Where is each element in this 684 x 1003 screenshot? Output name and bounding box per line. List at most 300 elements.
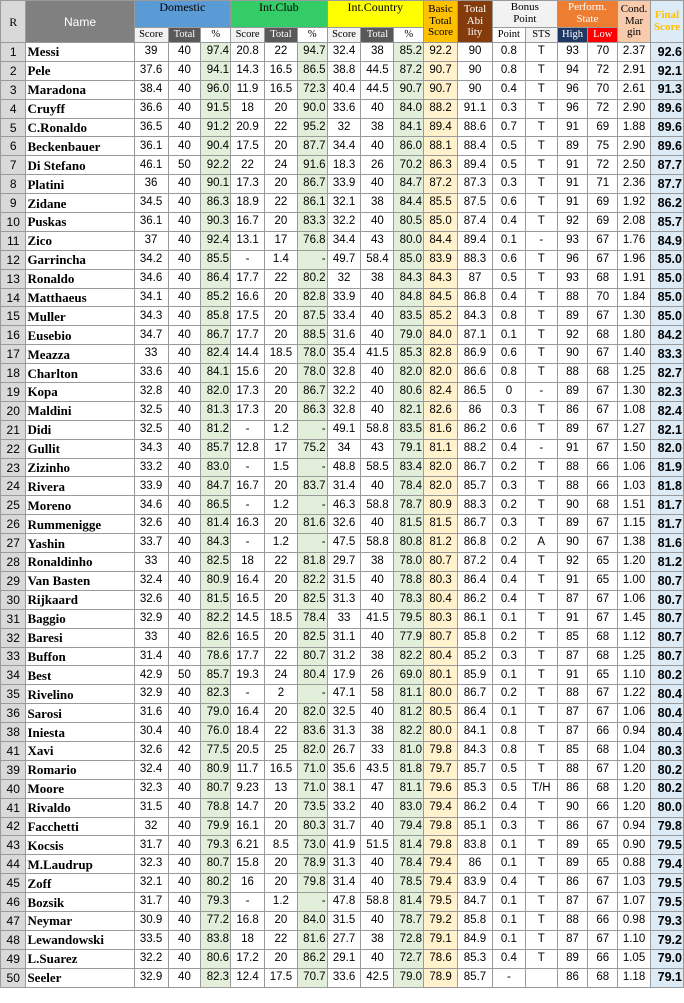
perform-low-cell: 66 [588,723,618,742]
basic-total-score-cell: 79.4 [424,855,458,874]
country-score-cell: 35.4 [327,345,361,364]
table-row [1,836,684,855]
club-score-cell: - [231,534,265,553]
club-total-cell: 22 [265,553,298,572]
basic-total-score-cell: 88.2 [424,99,458,118]
domestic-score-cell: 31.5 [134,798,168,817]
country-pct-cell: 78.5 [394,874,424,893]
country-pct-cell: 82.0 [394,364,424,383]
total-ability-cell: 86.7 [457,685,492,704]
country-pct-cell: 83.0 [394,798,424,817]
table-row [1,741,684,760]
bonus-sts-cell: T [525,515,557,534]
domestic-pct-cell: 91.5 [201,99,231,118]
player-name-cell: Beckenbauer [26,137,134,156]
player-name-cell: Iniesta [26,723,134,742]
player-name-cell: Cruyff [26,99,134,118]
final-score-cell: 82.1 [650,420,683,439]
basic-total-score-cell: 85.2 [424,307,458,326]
domestic-score-cell: 33 [134,345,168,364]
domestic-total-cell: 50 [168,666,201,685]
country-total-cell: 41.5 [361,345,394,364]
bonus-sts-cell: T [525,647,557,666]
domestic-total-cell: 40 [168,364,201,383]
final-score-cell: 85.0 [650,288,683,307]
table-row [1,345,684,364]
club-pct-cell: 90.0 [297,99,327,118]
domestic-score-cell: 34.1 [134,288,168,307]
cond-margin-cell: 1.20 [618,779,651,798]
club-pct-cell: 82.0 [297,704,327,723]
country-score-cell: 32.6 [327,515,361,534]
domestic-score-cell: 32.6 [134,515,168,534]
country-score-cell: 32.4 [327,43,361,62]
club-pct-cell: 86.7 [297,383,327,402]
country-pct-cell: 78.7 [394,911,424,930]
domestic-total-cell: 40 [168,80,201,99]
domestic-score-cell: 36.6 [134,99,168,118]
bonus-point-cell: 0.8 [492,741,525,760]
club-score-cell: - [231,250,265,269]
cond-margin-cell: 2.37 [618,43,651,62]
club-total-cell: 20 [265,817,298,836]
table-row [1,80,684,99]
rank-cell: 47 [1,911,26,930]
domestic-pct-cell: 82.5 [201,553,231,572]
domestic-pct-cell: 80.2 [201,874,231,893]
country-score-cell: 34.4 [327,137,361,156]
rank-cell: 48 [1,930,26,949]
rank-cell: 36 [1,704,26,723]
club-pct-cell: - [297,893,327,912]
country-score-cell: 31.1 [327,628,361,647]
domestic-total-cell: 40 [168,571,201,590]
rank-cell: 21 [1,420,26,439]
domestic-total-cell: 40 [168,326,201,345]
club-score-cell: 17.2 [231,949,265,968]
domestic-pct-cell: 81.2 [201,420,231,439]
bonus-point-cell: 0.2 [492,458,525,477]
total-ability-cell: 89.4 [457,156,492,175]
table-body [1,43,684,988]
basic-header-line-2: Total [429,14,452,27]
country-score-cell: 33.9 [327,288,361,307]
club-pct-cell: 88.5 [297,326,327,345]
bonus-point-cell: 0.3 [492,477,525,496]
country-pct-cell: 81.1 [394,685,424,704]
domestic-pct-cell: 77.2 [201,911,231,930]
club-pct-cell: - [297,250,327,269]
perform-header-line-2: State [576,13,599,25]
final-score-cell: 79.2 [650,930,683,949]
club-score-cell: 16.1 [231,817,265,836]
domestic-pct-cell: 80.9 [201,571,231,590]
cond-margin-cell: 1.03 [618,874,651,893]
bonus-sts-cell: T [525,628,557,647]
rank-cell: 7 [1,156,26,175]
basic-total-score-cell: 89.4 [424,118,458,137]
perform-high-cell: 88 [557,685,588,704]
cond-margin-cell: 1.03 [618,477,651,496]
country-total-cell: 43.5 [361,760,394,779]
country-pct-cell: 85.2 [394,43,424,62]
final-score-cell: 82.4 [650,401,683,420]
club-total-cell: 20 [265,911,298,930]
club-pct-cell: 78.0 [297,345,327,364]
perform-high-cell: 89 [557,383,588,402]
total-ability-cell: 85.8 [457,911,492,930]
club-score-cell: - [231,685,265,704]
domestic-pct-cell: 96.0 [201,80,231,99]
domestic-total-cell: 40 [168,61,201,80]
bonus-sts-cell: T [525,345,557,364]
club-score-cell: 11.7 [231,760,265,779]
final-score-cell: 79.4 [650,855,683,874]
club-pct-cell: 86.7 [297,175,327,194]
perform-low-cell: 66 [588,477,618,496]
table-row [1,118,684,137]
club-score-cell: 16.4 [231,571,265,590]
domestic-total-cell: 40 [168,345,201,364]
domestic-total-cell: 40 [168,477,201,496]
table-row [1,534,684,553]
club-pct-cell: 72.3 [297,80,327,99]
basic-total-score-cell: 82.6 [424,401,458,420]
perform-high-cell: 87 [557,590,588,609]
domestic-score-cell: 32.4 [134,760,168,779]
perform-high-cell: 90 [557,798,588,817]
country-score-cell: 35.6 [327,760,361,779]
bonus-point-cell: 0.6 [492,420,525,439]
club-total-cell: 2 [265,685,298,704]
cond-margin-cell: 1.00 [618,571,651,590]
country-total-cell: 58.8 [361,893,394,912]
domestic-score-cell: 36.5 [134,118,168,137]
domestic-total-cell: 40 [168,194,201,213]
basic-total-score-cell: 80.0 [424,685,458,704]
domestic-pct-cell: 82.3 [201,968,231,987]
country-score-cell: 31.6 [327,326,361,345]
country-total-cell: 40 [361,383,394,402]
final-header-line-2: Score [653,20,681,33]
player-name-cell: Messi [26,43,134,62]
country-total-cell: 38 [361,723,394,742]
basic-total-score-cell: 80.0 [424,723,458,742]
rank-cell: 23 [1,458,26,477]
country-total-cell: 40 [361,401,394,420]
perform-high-cell: 92 [557,326,588,345]
total-ability-cell: 87 [457,269,492,288]
country-total-cell: 43 [361,231,394,250]
perform-high-cell: 94 [557,61,588,80]
country-score-cell: 31.3 [327,723,361,742]
perform-low-cell: 72 [588,61,618,80]
cond-margin-cell: 1.20 [618,553,651,572]
rank-cell: 27 [1,534,26,553]
perform-high-cell: 93 [557,269,588,288]
country-total-cell: 38 [361,118,394,137]
bonus-sts-cell: T [525,43,557,62]
total-ability-cell: 85.1 [457,817,492,836]
bonus-header-line-1: Bonus [510,1,539,14]
club-total-cell: 17.5 [265,968,298,987]
basic-header-line-3: Score [428,26,454,39]
final-score-cell: 85.0 [650,307,683,326]
domestic-pct-cell: 80.7 [201,855,231,874]
club-total-cell: 20 [265,175,298,194]
table-row [1,685,684,704]
domestic-score-subheader: Score [134,28,168,43]
country-pct-cell: 77.9 [394,628,424,647]
club-score-subheader: Score [231,28,265,43]
table-row [1,288,684,307]
int-club-header: Int.Club [231,1,327,28]
country-pct-cell: 81.8 [394,760,424,779]
domestic-score-cell: 32.9 [134,609,168,628]
bonus-point-cell: 0.2 [492,628,525,647]
club-pct-cell: 84.0 [297,911,327,930]
country-pct-cell: 80.8 [394,534,424,553]
bonus-point-cell: 0.5 [492,269,525,288]
domestic-pct-cell: 82.2 [201,609,231,628]
club-score-cell: 11.9 [231,80,265,99]
rank-cell: 3 [1,80,26,99]
perform-low-cell: 71 [588,175,618,194]
player-name-cell: Platini [26,175,134,194]
bonus-point-cell: 0.3 [492,401,525,420]
player-name-cell: Rijkaard [26,590,134,609]
basic-total-score-cell: 80.3 [424,609,458,628]
rank-cell: 11 [1,231,26,250]
country-score-cell: 32.5 [327,704,361,723]
ability-header-line-3: lity [467,26,483,39]
perform-low-cell: 69 [588,213,618,232]
club-pct-cell: 70.7 [297,968,327,987]
domestic-score-cell: 33.9 [134,477,168,496]
rank-cell: 19 [1,383,26,402]
final-score-cell: 89.6 [650,99,683,118]
domestic-pct-cell: 83.0 [201,458,231,477]
bonus-point-cell: 0.3 [492,515,525,534]
basic-total-score-cell: 80.9 [424,496,458,515]
cond-margin-cell: 1.20 [618,798,651,817]
domestic-total-cell: 40 [168,307,201,326]
country-total-cell: 44.5 [361,80,394,99]
domestic-pct-cell: 85.8 [201,307,231,326]
domestic-score-cell: 32.4 [134,571,168,590]
club-pct-cell: 83.3 [297,213,327,232]
club-score-cell: 18.4 [231,723,265,742]
country-pct-cell: 82.1 [394,401,424,420]
country-total-cell: 40 [361,874,394,893]
club-score-cell: - [231,458,265,477]
cond-margin-cell: 2.61 [618,80,651,99]
perform-high-cell: 91 [557,194,588,213]
basic-total-score-cell: 78.6 [424,949,458,968]
perform-low-cell: 67 [588,250,618,269]
domestic-score-cell: 36.1 [134,137,168,156]
table-row [1,628,684,647]
bonus-sts-cell: T [525,80,557,99]
bonus-point-cell: 0 [492,383,525,402]
perform-high-cell: 86 [557,968,588,987]
bonus-point-cell: 0.4 [492,949,525,968]
club-total-cell: 20 [265,571,298,590]
cond-margin-cell: 1.30 [618,307,651,326]
club-total-cell: 20 [265,855,298,874]
domestic-score-cell: 36.1 [134,213,168,232]
country-total-cell: 40 [361,307,394,326]
table-row [1,383,684,402]
final-score-cell: 84.9 [650,231,683,250]
total-ability-cell: 83.8 [457,836,492,855]
perform-low-cell: 65 [588,836,618,855]
rank-cell: 45 [1,874,26,893]
club-score-cell: 16.3 [231,515,265,534]
domestic-score-cell: 33 [134,628,168,647]
domestic-pct-cell: 79.3 [201,893,231,912]
total-ability-cell: 84.9 [457,930,492,949]
club-score-cell: 16.5 [231,590,265,609]
perform-low-cell: 67 [588,704,618,723]
cond-header-line-1: Cond. [620,3,648,16]
perform-low-cell: 67 [588,307,618,326]
perform-high-cell: 91 [557,571,588,590]
club-total-cell: 22 [265,43,298,62]
final-score-cell: 81.8 [650,477,683,496]
cond-margin-cell: 1.10 [618,930,651,949]
country-pct-cell: 86.0 [394,137,424,156]
basic-total-score-cell: 79.5 [424,893,458,912]
basic-total-score-cell: 83.9 [424,250,458,269]
domestic-pct-cell: 85.7 [201,439,231,458]
basic-total-score-cell: 84.0 [424,326,458,345]
rank-cell: 22 [1,439,26,458]
cond-margin-cell: 0.94 [618,817,651,836]
table-row [1,156,684,175]
basic-total-score-cell: 90.7 [424,61,458,80]
domestic-total-cell: 40 [168,534,201,553]
rank-cell: 44 [1,855,26,874]
club-pct-cell: 82.5 [297,628,327,647]
country-total-cell: 38 [361,930,394,949]
int-country-header: Int.Country [327,1,424,28]
club-pct-cell: 86.2 [297,949,327,968]
table-row [1,194,684,213]
player-name-cell: Best [26,666,134,685]
total-ability-cell: 86.4 [457,704,492,723]
player-name-cell: Buffon [26,647,134,666]
perform-low-subheader: Low [588,28,618,43]
bonus-sts-cell: T [525,760,557,779]
country-score-cell: 38.1 [327,779,361,798]
country-total-cell: 44.5 [361,61,394,80]
domestic-pct-cell: 85.2 [201,288,231,307]
rank-cell: 29 [1,571,26,590]
cond-margin-cell: 1.76 [618,231,651,250]
country-pct-cell: 80.6 [394,383,424,402]
club-pct-cell: - [297,534,327,553]
country-score-cell: 33.9 [327,175,361,194]
total-ability-cell: 85.3 [457,949,492,968]
bonus-point-cell: 0.6 [492,345,525,364]
bonus-sts-cell: T [525,704,557,723]
club-pct-cell: - [297,685,327,704]
player-name-cell: Didi [26,420,134,439]
player-name-cell: Zizinho [26,458,134,477]
final-score-cell: 82.3 [650,383,683,402]
player-name-cell: Rivelino [26,685,134,704]
country-total-cell: 40 [361,817,394,836]
domestic-pct-cell: 78.6 [201,647,231,666]
table-row [1,609,684,628]
basic-total-score-cell: 85.5 [424,194,458,213]
total-ability-cell: 84.3 [457,741,492,760]
club-score-cell: 20.8 [231,43,265,62]
final-score-cell: 89.6 [650,118,683,137]
bonus-sts-cell: T [525,213,557,232]
perform-high-cell: 92 [557,213,588,232]
perform-high-cell: 89 [557,515,588,534]
club-total-cell: 18.5 [265,609,298,628]
rank-header: R [1,1,26,43]
perform-low-cell: 68 [588,269,618,288]
club-score-cell: 17.7 [231,269,265,288]
club-total-cell: 20 [265,288,298,307]
domestic-total-cell: 40 [168,855,201,874]
country-pct-cell: 78.8 [394,571,424,590]
bonus-sts-cell: T [525,874,557,893]
bonus-point-cell: 0.2 [492,685,525,704]
domestic-pct-cell: 80.6 [201,949,231,968]
cond-margin-cell: 1.40 [618,345,651,364]
rank-cell: 49 [1,949,26,968]
table-row [1,61,684,80]
bonus-point-cell: 0.4 [492,213,525,232]
table-row [1,723,684,742]
total-ability-cell: 89.4 [457,231,492,250]
domestic-score-cell: 33.7 [134,534,168,553]
country-score-cell: 32.2 [327,213,361,232]
club-score-cell: 17.3 [231,383,265,402]
club-total-cell: 1.2 [265,534,298,553]
basic-total-score-cell: 84.3 [424,269,458,288]
rank-cell: 1 [1,43,26,62]
total-ability-cell: 88.4 [457,137,492,156]
club-pct-cell: 82.0 [297,741,327,760]
basic-total-score-cell: 79.8 [424,817,458,836]
total-ability-cell: 85.2 [457,647,492,666]
domestic-total-cell: 40 [168,420,201,439]
bonus-point-header [492,1,557,28]
rank-cell: 18 [1,364,26,383]
final-score-cell: 80.4 [650,685,683,704]
domestic-score-cell: 34.5 [134,194,168,213]
domestic-total-cell: 40 [168,968,201,987]
club-score-cell: 17.7 [231,647,265,666]
table-row [1,817,684,836]
country-pct-cell: 84.8 [394,288,424,307]
country-total-cell: 40 [361,175,394,194]
club-pct-cell: 73.0 [297,836,327,855]
domestic-score-cell: 32.1 [134,874,168,893]
club-total-cell: 1.5 [265,458,298,477]
country-pct-cell: 79.4 [394,817,424,836]
club-pct-cell: - [297,420,327,439]
table-row [1,250,684,269]
country-total-cell: 58.8 [361,534,394,553]
country-pct-cell: 81.5 [394,515,424,534]
